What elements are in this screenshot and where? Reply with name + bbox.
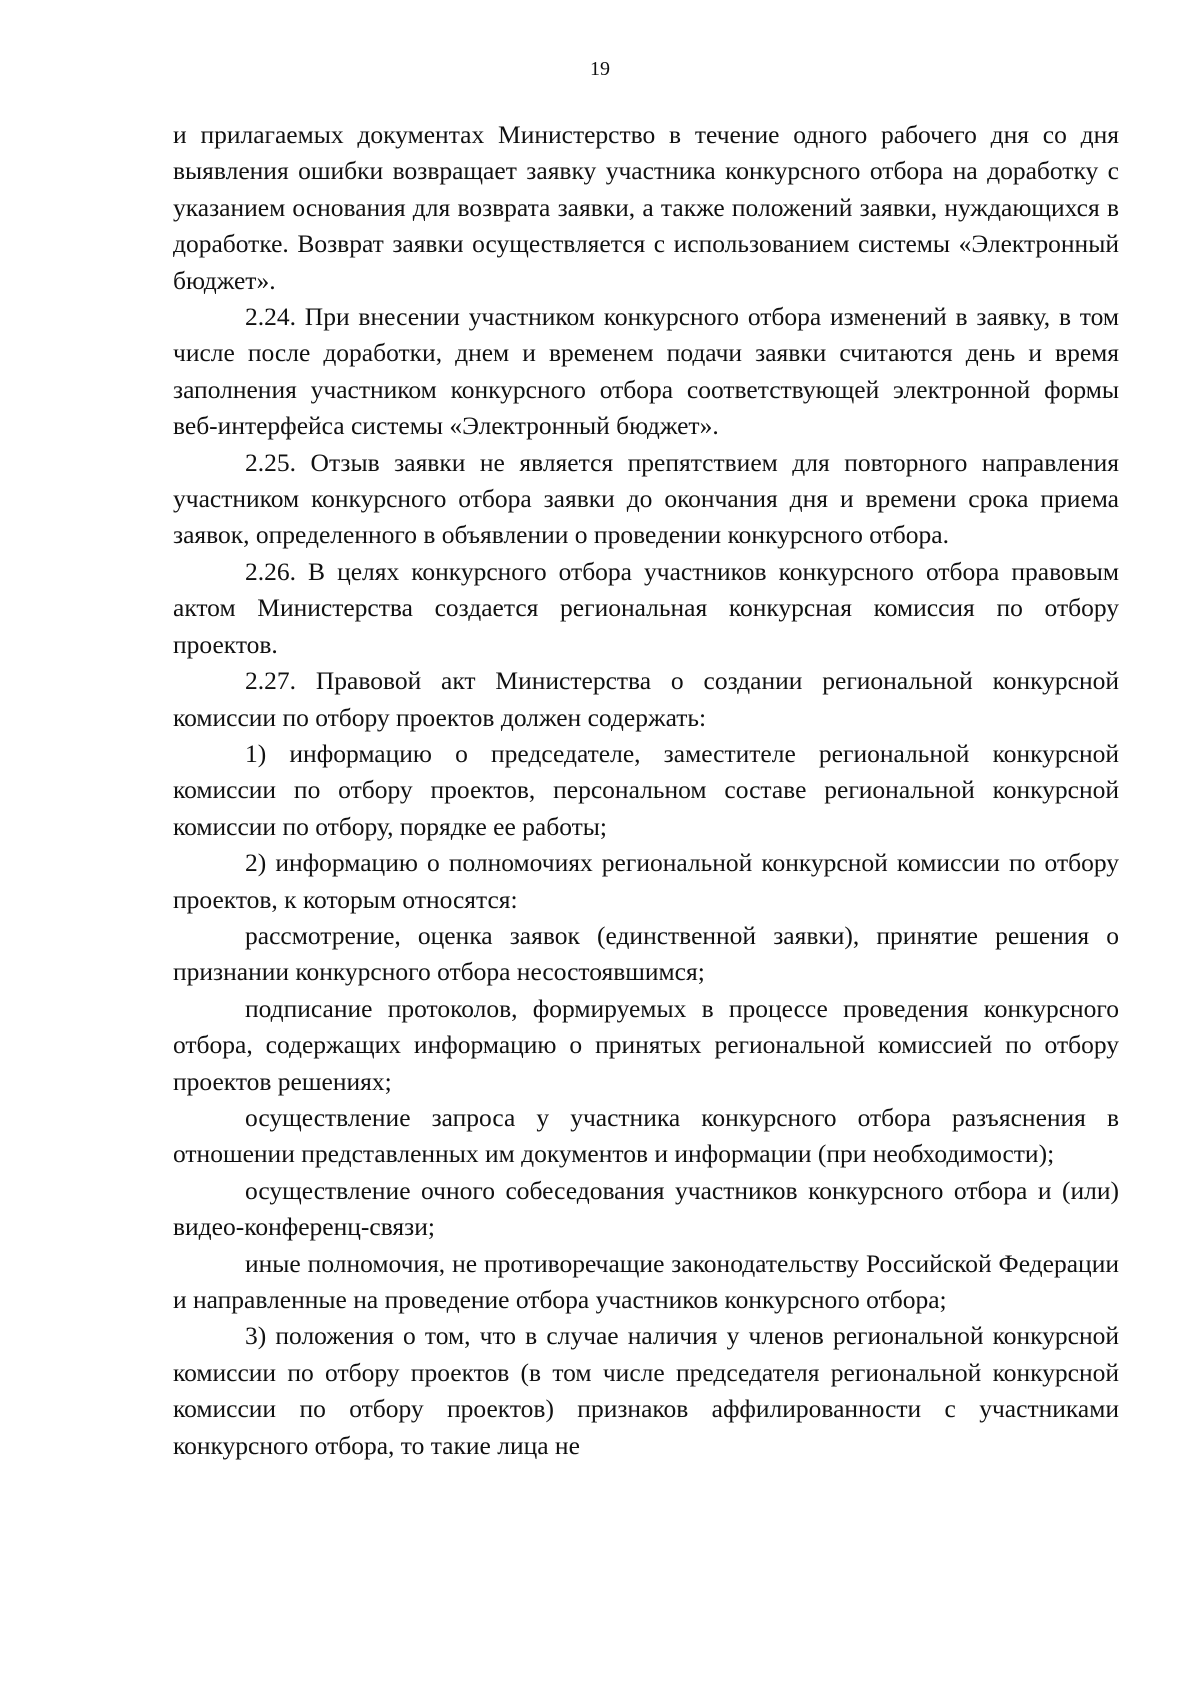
paragraph-continuation: и прилагаемых документах Министерство в течение одного рабочего дня со дня выявления ошибки возвращает заявку участника конкурсного отбора на доработку с указанием основания для возврата заявки, а также положений заявки, нуждающихся в доработке. Возврат заявки осуществляется с использованием системы «Электронный бюджет». — [173, 120, 1119, 295]
sub-item-signing: подписание протоколов, формируемых в процессе проведения конкурсного отбора, содержащих информацию о принятых региональной комиссией по отбору проектов решениях; — [173, 993, 1119, 1096]
paragraph-2-26: 2.26. В целях конкурсного отбора участников конкурсного отбора правовым актом Министерства создается региональная конкурсная комиссия по отбору проектов. — [173, 556, 1119, 659]
paragraph-2-27: 2.27. Правовой акт Министерства о создании региональной конкурсной комиссии по отбору проектов должен содержать: — [173, 666, 1119, 732]
sub-item-interview: осуществление очного собеседования участников конкурсного отбора и (или) видео-конференц-связи; — [173, 1175, 1119, 1242]
paragraph-2-24: 2.24. При внесении участником конкурсного отбора изменений в заявку, в том числе после доработки, днем и временем подачи заявки считаются день и время заполнения участником конкурсного отбора соответствующей электронной формы веб-интерфейса системы «Электронный бюджет». — [173, 302, 1119, 441]
sub-item-clarification-request: осуществление запроса у участника конкурсного отбора разъяснения в отношении представленных им документов и информации (при необходимости); — [173, 1102, 1119, 1169]
document-body — [173, 117, 1119, 1464]
sub-item-review: рассмотрение, оценка заявок (единственной заявки), принятие решения о признании конкурсного отбора несостоявшимся; — [173, 920, 1119, 987]
paragraph-2-25: 2.25. Отзыв заявки не является препятствием для повторного направления участником конкурсного отбора заявки до окончания дня и времени срока приема заявок, определенного в объявлении о проведении конкурсного отбора. — [173, 447, 1119, 550]
list-item-1: 1) информацию о председателе, заместителе региональной конкурсной комиссии по отбору проектов, персональном составе региональной конкурсной комиссии по отбору, порядке ее работы; — [173, 738, 1119, 841]
page-number: 19 — [590, 58, 610, 80]
list-item-2: 2) информацию о полномочиях региональной конкурсной комиссии по отбору проектов, к которым относятся: — [173, 848, 1119, 914]
sub-item-other-powers: иные полномочия, не противоречащие законодательству Российской Федерации и направленные на проведение отбора участников конкурсного отбора; — [173, 1248, 1119, 1314]
list-item-3: 3) положения о том, что в случае наличия у членов региональной конкурсной комиссии по отбору проектов (в том числе председателя региональной конкурсной комиссии по отбору проектов) признаков аффилированности с участниками конкурсного отбора, то такие лица не — [173, 1321, 1119, 1460]
